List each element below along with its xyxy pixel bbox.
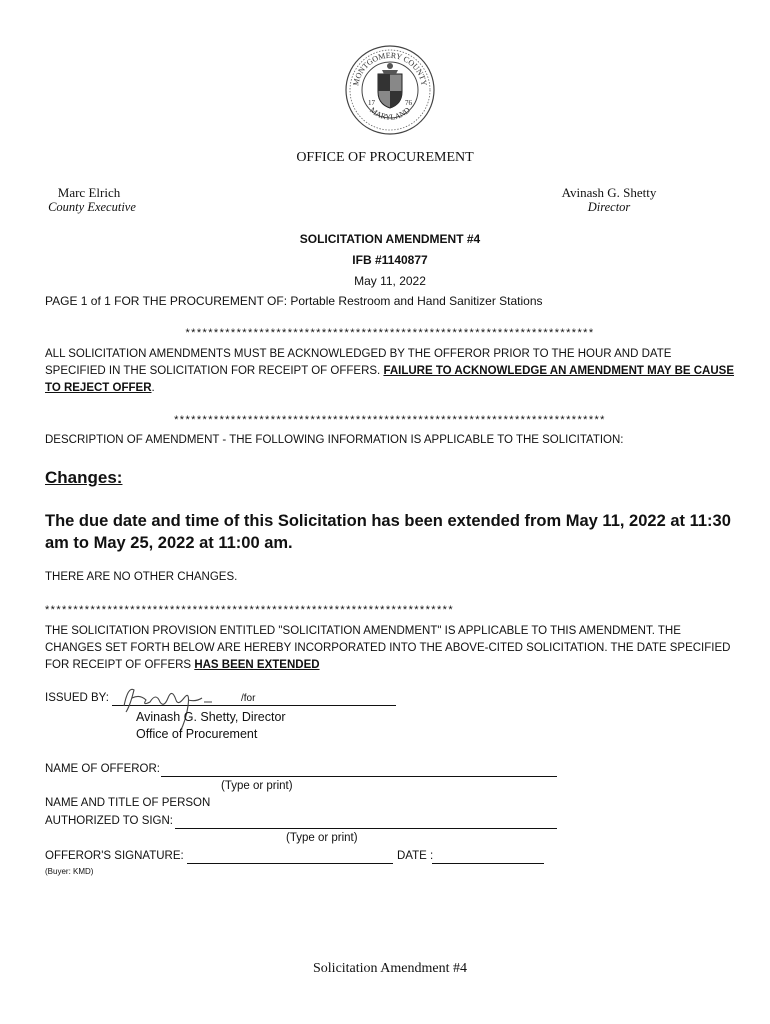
seal-top-text: MONTGOMERY COUNTY	[351, 50, 429, 87]
type-or-print-hint: (Type or print)	[221, 780, 293, 792]
buyer-initials: (Buyer: KMD)	[45, 867, 94, 876]
seal-bottom-text: MARYLAND	[368, 105, 412, 122]
authorized-to-sign-label: AUTHORIZED TO SIGN:	[45, 815, 174, 827]
page-footer: Solicitation Amendment #4	[313, 961, 467, 976]
for-label: /for	[241, 693, 256, 704]
director-title: Director	[587, 200, 631, 214]
separator-stars: ****************************************************************************	[174, 414, 606, 426]
name-of-offeror-field[interactable]	[161, 776, 557, 777]
changes-text: The due date and time of this Solicitation has been extended from May 11, 2022 at 11:30 am to May 25, 2022 at 11:00 am.	[45, 512, 731, 552]
no-other-changes: THERE ARE NO OTHER CHANGES.	[45, 571, 238, 583]
offeror-signature-field[interactable]	[187, 863, 393, 864]
separator-stars: ************************************************************************	[185, 327, 595, 339]
ifb-number: IFB #1140877	[352, 253, 428, 267]
notice-text: ALL SOLICITATION AMENDMENTS MUST BE ACKNOWLEDGED BY THE OFFEROR PRIOR TO THE HOUR AND DATE SPECIFIED IN THE SOLICITATION FOR RECEIPT OF OFFERS.	[45, 348, 672, 377]
changes-heading: Changes:	[45, 468, 123, 487]
seal-year-left: 17	[368, 99, 375, 107]
county-seal	[344, 44, 436, 136]
county-executive-title: County Executive	[48, 200, 136, 214]
notice-end: .	[151, 382, 155, 394]
acknowledge-notice	[45, 346, 735, 397]
county-executive-name: Marc Elrich	[57, 185, 121, 200]
notice-emphasis: FAILURE TO ACKNOWLEDGE AN AMENDMENT MAY BE CAUSE TO REJECT OFFER	[45, 365, 735, 394]
provision-paragraph	[45, 623, 735, 674]
description-heading: DESCRIPTION OF AMENDMENT - THE FOLLOWING INFORMATION IS APPLICABLE TO THE SOLICITATION:	[45, 434, 624, 446]
amendment-title: SOLICITATION AMENDMENT #4	[299, 232, 481, 246]
issued-by-label: ISSUED BY:	[45, 692, 109, 704]
separator-stars: ************************************************************************	[45, 604, 455, 616]
date-field[interactable]	[432, 863, 544, 864]
amendment-date: May 11, 2022	[354, 274, 426, 288]
page-procurement-line: PAGE 1 of 1 FOR THE PROCUREMENT OF: Portable Restroom and Hand Sanitizer Stations	[45, 294, 543, 308]
issuer-name: Avinash G. Shetty, Director	[136, 710, 286, 724]
type-or-print-hint: (Type or print)	[286, 832, 358, 844]
director-name: Avinash G. Shetty	[561, 185, 657, 200]
office-title: OFFICE OF PROCUREMENT	[296, 150, 474, 165]
provision-text: THE SOLICITATION PROVISION ENTITLED "SOLICITATION AMENDMENT" IS APPLICABLE TO THIS AMENDMENT. THE CHANGES SET FORTH BELOW ARE HEREBY INCORPORATED INTO THE ABOVE-CITED SOLICITATION. THE DATE SPECIFIED FOR RECEIPT OF OFFERS	[45, 625, 731, 671]
issuer-office: Office of Procurement	[136, 727, 258, 741]
name-of-offeror-label: NAME OF OFFEROR:	[45, 763, 160, 775]
authorized-person-field[interactable]	[175, 828, 557, 829]
seal-year-right: 76	[405, 99, 412, 107]
offeror-signature-label: OFFEROR'S SIGNATURE:	[45, 850, 184, 862]
name-and-title-label: NAME AND TITLE OF PERSON	[45, 797, 211, 809]
date-label: DATE :	[397, 850, 434, 862]
provision-emphasis: HAS BEEN EXTENDED	[194, 659, 320, 671]
